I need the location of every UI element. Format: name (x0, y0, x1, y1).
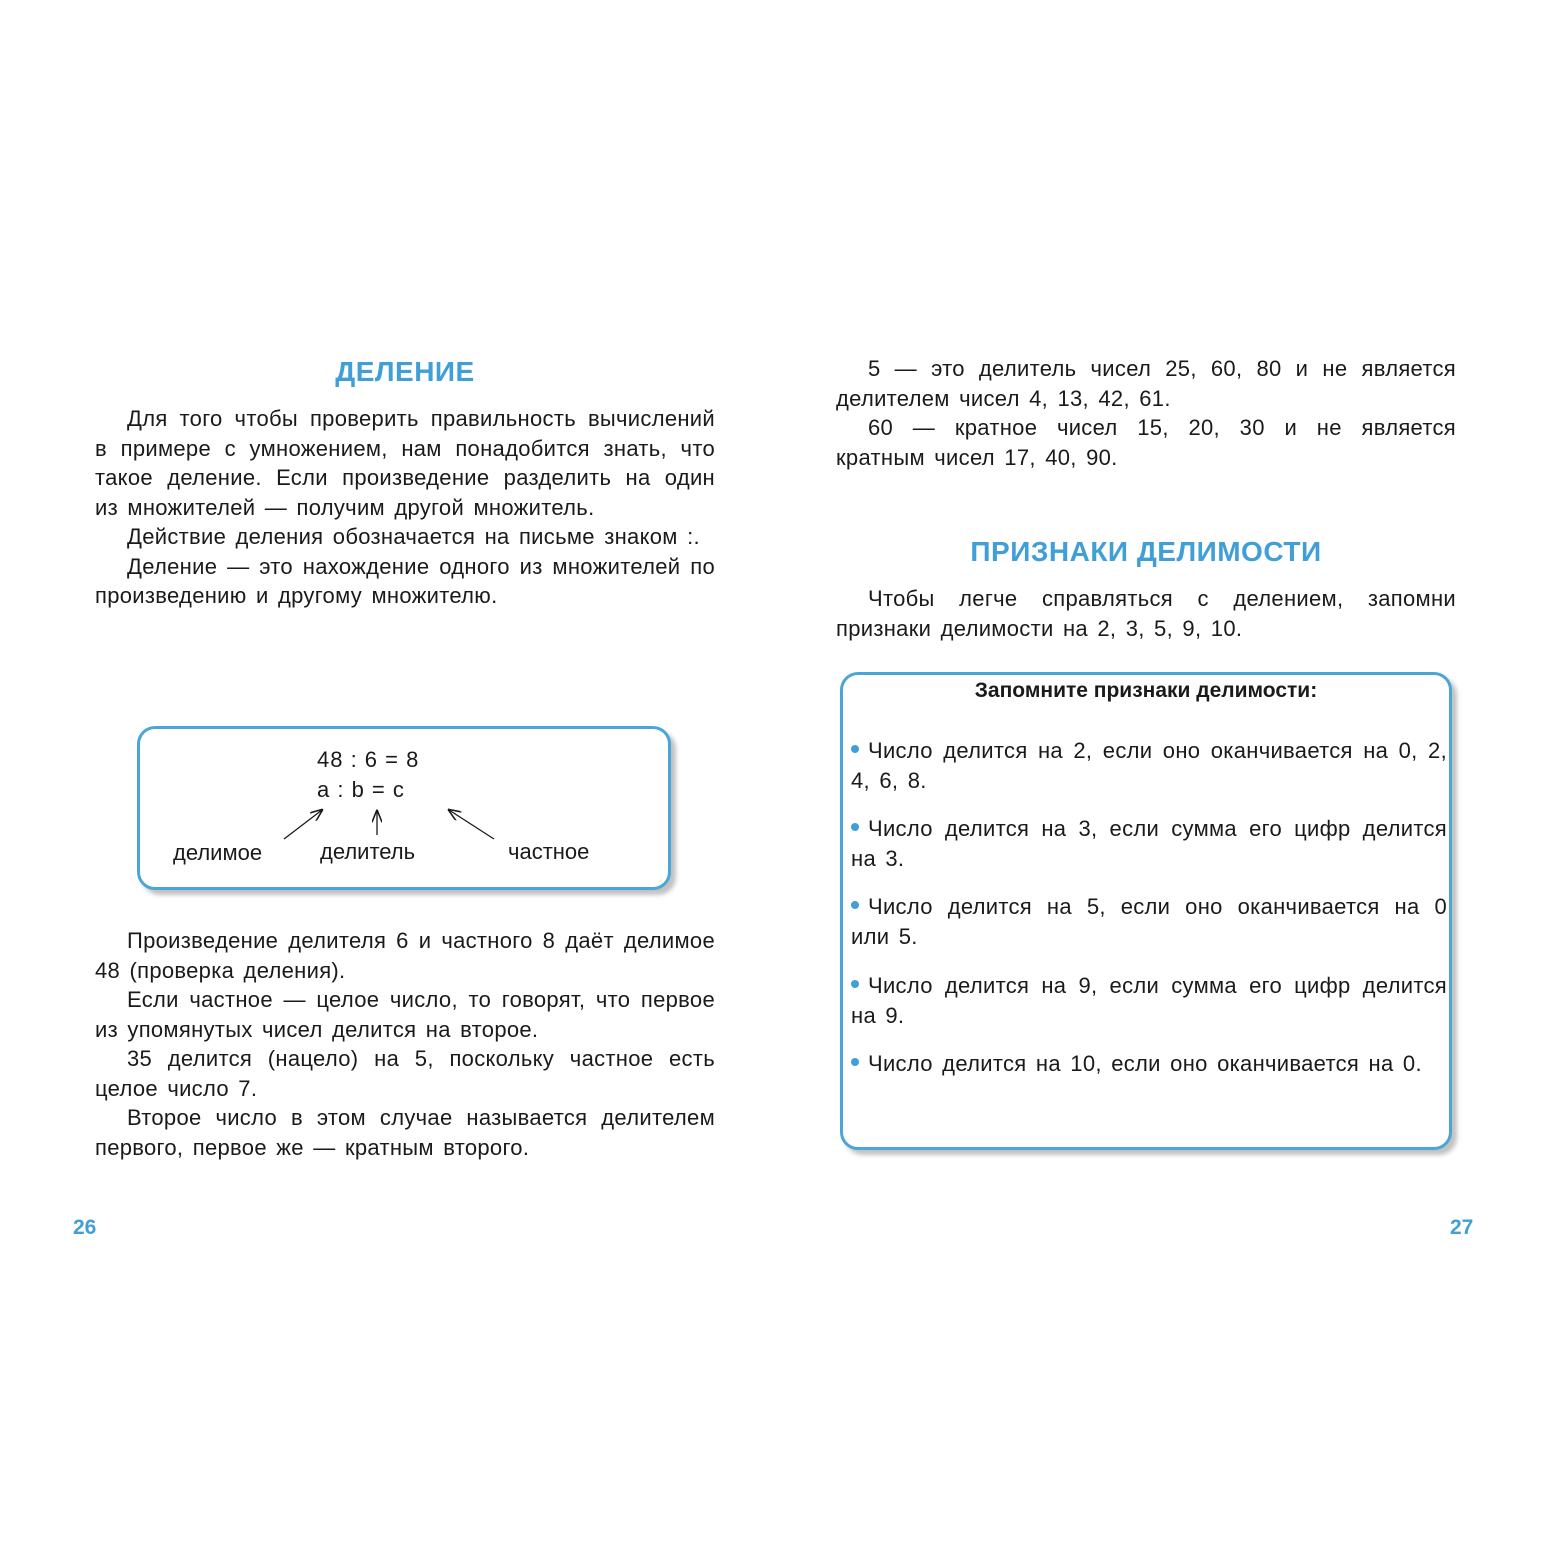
paragraph: Деление — это нахождение одного из множителей по произведению и другому множителю. (95, 553, 715, 608)
rule-item (851, 736, 1447, 795)
bullet-icon (851, 823, 859, 831)
rule-item (851, 892, 1447, 951)
rule-item (851, 814, 1447, 873)
formula-letters: a : b = c (317, 777, 405, 802)
rule-item (851, 1049, 1447, 1079)
page-number-right: 27 (1450, 1216, 1474, 1239)
rule-text: Число делится на 5, если оно оканчивается на 0 или 5. (851, 894, 1447, 949)
paragraph: 5 — это делитель чисел 25, 60, 80 и не является делителем чисел 4, 13, 42, 61. (836, 356, 1456, 411)
section-heading-divisibility: ПРИЗНАКИ ДЕЛИМОСТИ (970, 536, 1322, 567)
bullet-icon (851, 901, 859, 909)
term-dividend: делимое (173, 840, 263, 865)
rule-text: Число делится на 9, если сумма его цифр делится на 9. (851, 973, 1447, 1028)
arrow-quotient (449, 810, 494, 839)
paragraph: Чтобы легче справляться с делением, запомни признаки делимости на 2, 3, 5, 9, 10. (836, 586, 1456, 641)
paragraph: Произведение делителя 6 и частного 8 даёт делимое 48 (проверка деления). (95, 928, 715, 983)
divisor-multiple-examples (836, 354, 1456, 472)
division-explanation-text (95, 926, 715, 1162)
term-quotient: частное (508, 839, 590, 864)
rules-box-title: Запомните признаки делимости: (974, 679, 1318, 702)
paragraph: 60 — кратное чисел 15, 20, 30 и не является кратным чисел 17, 40, 90. (836, 415, 1456, 470)
arrow-dividend (284, 810, 322, 839)
rule-text: Число делится на 10, если оно оканчивается на 0. (868, 1051, 1422, 1076)
section-heading-division: ДЕЛЕНИЕ (335, 356, 475, 387)
formula-numeric: 48 : 6 = 8 (317, 747, 420, 772)
division-intro-text (95, 404, 715, 611)
paragraph: Второе число в этом случае называется делителем первого, первое же — кратным второго. (95, 1105, 715, 1160)
bullet-icon (851, 1058, 859, 1066)
divisibility-intro-text (836, 584, 1456, 643)
paragraph: Если частное — целое число, то говорят, что первое из упомянутых чисел делится на второе. (95, 987, 715, 1042)
page-number-left: 26 (73, 1216, 97, 1239)
division-example-box (137, 726, 671, 890)
term-divisor: делитель (320, 839, 416, 864)
divisibility-rules-box (840, 672, 1452, 1150)
rule-text: Число делится на 2, если оно оканчивается на 0, 2, 4, 6, 8. (851, 738, 1447, 793)
rule-text: Число делится на 3, если сумма его цифр делится на 3. (851, 816, 1447, 871)
paragraph: 35 делится (нацело) на 5, поскольку частное есть целое число 7. (95, 1046, 715, 1101)
rule-item (851, 971, 1447, 1030)
paragraph: Для того чтобы проверить правильность вычислений в примере с умножением, нам понадобится знать, что такое деление. Если произведение разделить на один из множителей — получим другой множитель. (95, 406, 715, 520)
paragraph: Действие деления обозначается на письме знаком :. (127, 524, 700, 549)
bullet-icon (851, 745, 859, 753)
bullet-icon (851, 980, 859, 988)
